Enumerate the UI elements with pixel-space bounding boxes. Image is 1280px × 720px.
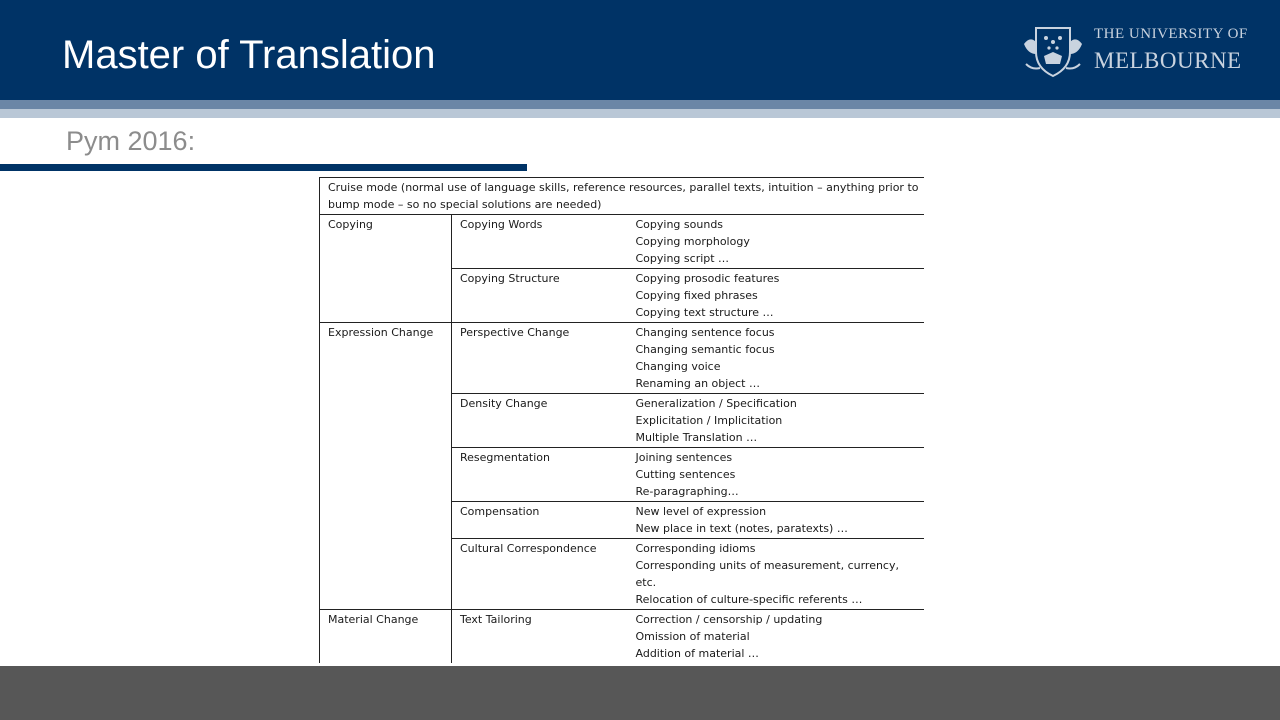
strategy-cell: Resegmentation (452, 448, 628, 502)
slide-footer (0, 666, 1280, 720)
example-line: Correction / censorship / updating (635, 613, 823, 626)
strategy-cell: Compensation (452, 502, 628, 539)
example-line: Changing sentence focus (635, 326, 775, 339)
examples-cell (628, 539, 924, 610)
subtitle-underline (0, 164, 527, 171)
example-line: Copying fixed phrases (635, 289, 758, 302)
example-line: Renaming an object … (635, 377, 760, 390)
cruise-mode-cell: Cruise mode (normal use of language skills, reference resources, parallel texts, intuition – anything prior to bump mode – so no special solutions are needed) (320, 178, 924, 215)
category-cell: Expression Change (320, 323, 452, 610)
cruise-mode-row (320, 178, 924, 215)
example-line: Copying prosodic features (635, 272, 780, 285)
table-row (320, 215, 924, 269)
example-line: Joining sentences (635, 451, 733, 464)
university-crest-icon (1022, 24, 1084, 78)
example-line: Corresponding units of measurement, currency, (635, 559, 899, 572)
strategy-cell: Cultural Correspondence (452, 539, 628, 610)
table-row (320, 610, 924, 664)
example-line: Copying text structure … (635, 306, 774, 319)
strategy-cell: Copying Words (452, 215, 628, 269)
example-line: New place in text (notes, paratexts) … (635, 522, 848, 535)
example-line: Multiple Translation … (635, 431, 758, 444)
example-line: Corresponding idioms (635, 542, 756, 555)
category-cell: Material Change (320, 610, 452, 664)
examples-cell (628, 502, 924, 539)
logo-text-line1: THE UNIVERSITY OF (1094, 26, 1248, 42)
slide-subtitle: Pym 2016: (66, 126, 196, 156)
category-cell: Copying (320, 215, 452, 323)
university-logo (1022, 24, 1246, 80)
example-line: Generalization / Specification (635, 397, 797, 410)
example-line: Copying morphology (635, 235, 750, 248)
header-stripe-light (0, 109, 1280, 118)
examples-cell (628, 448, 924, 502)
examples-cell (628, 215, 924, 269)
logo-text-line2: MELBOURNE (1094, 48, 1242, 73)
slide-header (0, 0, 1280, 100)
example-line: Explicitation / Implicitation (635, 414, 783, 427)
example-line: Cutting sentences (635, 468, 736, 481)
example-line: Relocation of culture-specific referents … (635, 593, 863, 606)
strategy-cell: Text Tailoring (452, 610, 628, 664)
header-stripe-dark (0, 100, 1280, 109)
example-line: Addition of material … (635, 647, 759, 660)
example-line: Copying sounds (635, 218, 724, 231)
slide-title: Master of Translation (62, 33, 436, 77)
example-line: New level of expression (635, 505, 767, 518)
example-line: Copying script … (635, 252, 730, 265)
strategy-cell: Perspective Change (452, 323, 628, 394)
strategy-cell: Density Change (452, 394, 628, 448)
example-line: etc. (635, 576, 657, 589)
example-line: Changing semantic focus (635, 343, 775, 356)
example-line: Omission of material (635, 630, 750, 643)
table-row (320, 323, 924, 394)
strategy-table-image (319, 177, 923, 660)
translation-strategies-table (319, 177, 924, 663)
example-line: Re-paragraphing… (635, 485, 739, 498)
examples-cell (628, 610, 924, 664)
strategy-cell: Copying Structure (452, 269, 628, 323)
examples-cell (628, 394, 924, 448)
examples-cell (628, 323, 924, 394)
examples-cell (628, 269, 924, 323)
example-line: Changing voice (635, 360, 721, 373)
